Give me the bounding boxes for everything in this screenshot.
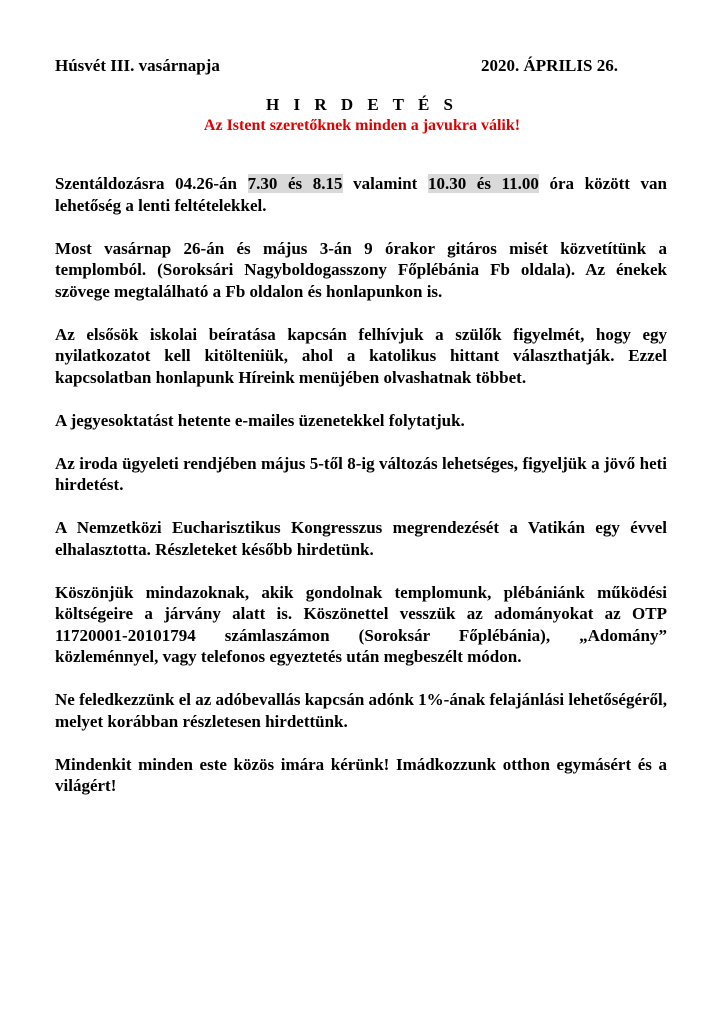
highlighted-time-1: 7.30 és 8.15 xyxy=(247,174,343,193)
paragraph-prayer: Mindenkit minden este közös imára kérünk! Imádkozzunk otthon egymásért és a világért! xyxy=(55,754,667,795)
paragraph-marriage-prep: A jegyesoktatást hetente e-mailes üzenetekkel folytatjuk. xyxy=(55,410,465,430)
liturgical-day: Húsvét III. vasárnapja xyxy=(55,56,220,75)
paragraph-text: óra között van lehetőség a lenti feltételekkel. xyxy=(55,174,667,215)
announcement-body xyxy=(55,173,667,818)
paragraph-guitar-mass: Most vasárnap 26-án és május 3-án 9 órakor gitáros misét közvetítünk a templomból. (Soroksári Nagyboldogasszony Főplébánia Fb oldala). Az énekek szövege megtalálható a Fb oldalon és honlapunkon is. xyxy=(55,238,667,301)
date: 2020. ÁPRILIS 26. xyxy=(481,56,618,75)
paragraph-congress: A Nemzetközi Eucharisztikus Kongresszus megrendezését a Vatikán egy évvel elhalasztotta. Részleteket később hirdetünk. xyxy=(55,518,667,559)
paragraph-text: valamint xyxy=(342,174,428,193)
paragraph-communion xyxy=(55,173,667,216)
paragraph-office-hours: Az iroda ügyeleti rendjében május 5-től 8-ig változás lehetséges, figyeljük a jövő heti hirdetést. xyxy=(55,453,667,494)
paragraph-tax: Ne feledkezzünk el az adóbevallás kapcsán adónk 1%-ának felajánlási lehetőségéről, melyet korábban részletesen hirdettünk. xyxy=(55,690,668,731)
document-title: H I R D E T É S xyxy=(266,95,458,114)
paragraph-donations: Köszönjük mindazoknak, akik gondolnak templomunk, plébániánk működési költségeire a járvány alatt is. Köszönettel vesszük az adományokat az OTP 11720001-20101794 számlaszámon (Soroksár Főplébánia), „Adomány” közleménnyel, vagy telefonos egyeztetés után megbeszélt módon. xyxy=(55,582,667,666)
paragraph-text: Szentáldozásra 04.26-án xyxy=(55,174,248,193)
paragraph-enrollment: Az elsősök iskolai beíratása kapcsán felhívjuk a szülők figyelmét, hogy egy nyilatkozatot kell kitölteniük, ahol a katolikus hittant választhatják. Ezzel kapcsolatban honlapunk Híreink menüjében olvashatnak többet. xyxy=(55,324,667,387)
highlighted-time-2: 10.30 és 11.00 xyxy=(427,174,539,193)
document-subtitle: Az Istent szeretőknek minden a javukra válik! xyxy=(203,117,521,134)
